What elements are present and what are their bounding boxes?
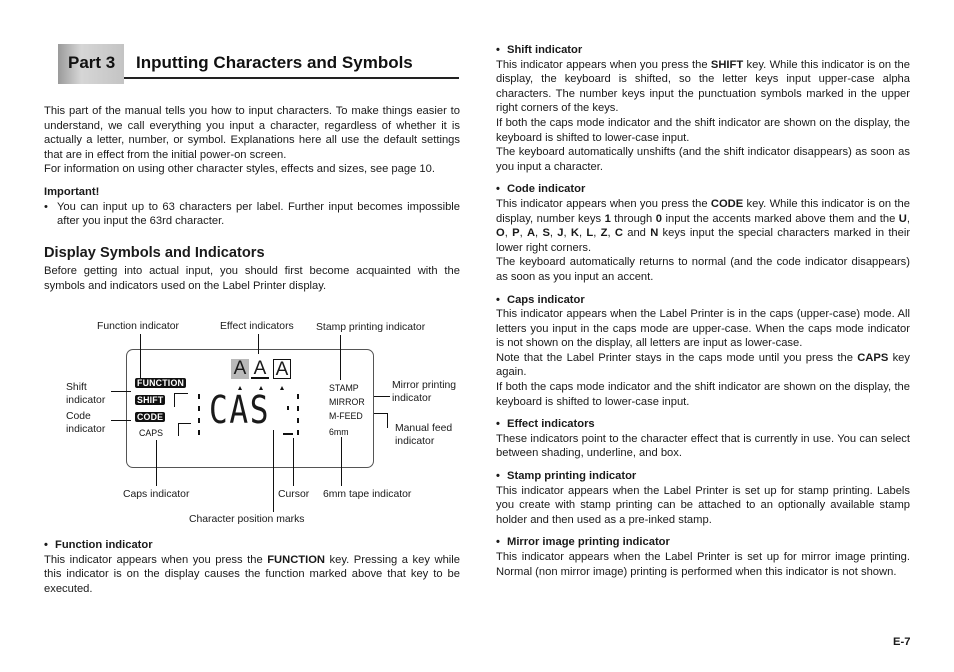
lcd-text: CAS bbox=[209, 388, 271, 432]
position-mark bbox=[297, 406, 299, 411]
bullet-shift-p3: The keyboard automatically unshifts (and the shift indicator disappears) as soon as you input a character. bbox=[496, 146, 910, 173]
leader-line bbox=[111, 391, 131, 392]
label-function-indicator: Function indicator bbox=[97, 321, 180, 332]
leader-line bbox=[140, 334, 141, 378]
leader-line bbox=[340, 335, 341, 380]
leader-line bbox=[156, 440, 157, 486]
bullet-caps-p3: If both the caps mode indicator and the shift indicator are shown on the display, the keyboard is shifted to lower-case input. bbox=[496, 381, 910, 408]
important-item bbox=[44, 200, 460, 229]
label-mirror-printing-indicator: Mirror printing indicator bbox=[392, 380, 457, 404]
label-tape-indicator: 6mm tape indicator bbox=[323, 489, 412, 500]
label-manual-feed-indicator: Manual feed indicator bbox=[395, 423, 453, 447]
important-text: You can input up to 63 characters per label. Further input becomes impossible after you input the 63rd character. bbox=[57, 200, 460, 228]
bullet-shift-p2: If both the caps mode indicator and the shift indicator are shown on the display, the keyboard is shifted to lower-case input. bbox=[496, 116, 910, 144]
bullet-caps-p2: Note that the Label Printer stays in the caps mode until you press the CAPS key again. bbox=[496, 351, 910, 379]
effect-box-char: A bbox=[273, 359, 291, 379]
important-heading: Important! bbox=[44, 185, 100, 198]
mirror-indicator: MIRROR bbox=[329, 397, 365, 407]
position-mark bbox=[198, 406, 200, 411]
cursor-dot bbox=[287, 406, 289, 410]
label-code-indicator: Code indicator bbox=[66, 411, 106, 435]
leader-line bbox=[374, 396, 390, 397]
bullet-stamp-p1: This indicator appears when the Label Printer is set up for stamp printing. Labels you create with stamp printing can be attached to an optionally available stamp holder and then used as a pre-inked stamp. bbox=[496, 484, 910, 526]
position-mark bbox=[297, 430, 299, 435]
leader-line bbox=[111, 420, 131, 421]
bullet-code-title: • Code indicator bbox=[496, 183, 586, 196]
bullet-function bbox=[44, 538, 460, 596]
stamp-indicator: STAMP bbox=[329, 383, 359, 393]
effect-pointer bbox=[280, 386, 284, 390]
label-stamp-printing-indicator: Stamp printing indicator bbox=[316, 322, 426, 333]
position-mark bbox=[297, 394, 299, 399]
bullet-code-p1: This indicator appears when you press the CODE key. While this indicator is on the display, number keys 1 through 0 input the accents marked above them and the U, O, P, A, S, J, K, L, Z, C and N keys input the special characters marked in their lower right corners. bbox=[496, 197, 911, 254]
effect-underline-char: A bbox=[251, 359, 269, 379]
cursor bbox=[283, 433, 293, 435]
intro-paragraph-reference: For information on using other character styles, effects and sizes, see page 10. bbox=[44, 163, 435, 176]
label-cursor: Cursor bbox=[278, 489, 310, 500]
function-tag: FUNCTION bbox=[137, 378, 185, 388]
bullet-dot: • bbox=[44, 200, 48, 213]
leader-line bbox=[174, 393, 175, 407]
leader-line bbox=[387, 413, 388, 428]
leader-line bbox=[293, 438, 294, 486]
section-heading: Display Symbols and Indicators bbox=[44, 245, 265, 261]
position-mark bbox=[297, 418, 299, 423]
mfeed-indicator: M-FEED bbox=[329, 411, 363, 421]
bullet-code-p2: The keyboard automatically returns to normal (and the code indicator disappears) as soon as you input an accent. bbox=[496, 256, 910, 283]
section-intro bbox=[44, 264, 460, 293]
page-title: Inputting Characters and Symbols bbox=[136, 53, 413, 72]
position-mark bbox=[198, 418, 200, 423]
label-caps-indicator: Caps indicator bbox=[123, 489, 190, 500]
intro-paragraph: This part of the manual tells you how to input characters. To make things easier to understand, we call everything you input a character, regardless of whether it is actually a letter, number, or symbol. Explanations here all use the default settings that are in effect from the initial power-on screen. bbox=[44, 105, 460, 161]
bullet-effect-p1: These indicators point to the character effect that is currently in use. You can select between shading, underline, and box. bbox=[496, 432, 910, 460]
lcd-display bbox=[126, 349, 374, 468]
bullet-function-title: • Function indicator bbox=[44, 539, 153, 551]
right-column bbox=[496, 43, 910, 579]
section-intro-text: Before getting into actual input, you should first become acquainted with the symbols and indicators used on the Label Printer display. bbox=[44, 265, 460, 292]
bullet-function-text: This indicator appears when you press the FUNCTION key. Pressing a key while this indicator is on the display causes the function marked above that key to be executed. bbox=[44, 553, 460, 595]
bullet-mirror-p1: This indicator appears when the Label Printer is set up for mirror image printing. Normal (non mirror image) printing is performed when this indicator is not shown. bbox=[496, 551, 910, 578]
part-label: Part 3 bbox=[68, 53, 116, 72]
label-shift-indicator: Shift indicator bbox=[66, 382, 106, 406]
code-tag: CODE bbox=[137, 412, 164, 422]
bullet-stamp-title: • Stamp printing indicator bbox=[496, 470, 637, 483]
leader-line bbox=[174, 393, 188, 394]
bullet-caps-title: • Caps indicator bbox=[496, 293, 585, 306]
position-mark bbox=[198, 394, 200, 399]
shift-tag: SHIFT bbox=[137, 395, 164, 405]
intro-block bbox=[44, 104, 460, 229]
caps-indicator: CAPS bbox=[139, 428, 163, 438]
position-mark bbox=[198, 430, 200, 435]
tape-indicator: 6mm bbox=[329, 427, 349, 437]
page-number: E-7 bbox=[893, 636, 911, 648]
bullet-effect-title: • Effect indicators bbox=[496, 418, 595, 431]
bullet-caps-p1: This indicator appears when the Label Printer is in the caps (upper-case) mode. All letters you input in the caps mode are upper-case. When the caps mode indicator is not shown on the display, all letters are input as lower-case. bbox=[496, 308, 910, 350]
effect-pointer bbox=[259, 386, 263, 390]
leader-line bbox=[273, 430, 274, 512]
leader-line bbox=[258, 334, 259, 354]
leader-line bbox=[178, 423, 179, 436]
bullet-mirror-title: • Mirror image printing indicator bbox=[496, 536, 670, 549]
leader-line bbox=[341, 437, 342, 486]
leader-line bbox=[374, 413, 388, 414]
bullet-shift-title: • Shift indicator bbox=[496, 44, 583, 56]
effect-pointer bbox=[238, 386, 242, 390]
label-effect-indicators: Effect indicators bbox=[220, 321, 294, 332]
title-rule bbox=[124, 77, 459, 79]
effect-shading-char: A bbox=[231, 359, 249, 379]
label-character-position-marks: Character position marks bbox=[189, 514, 305, 525]
leader-line bbox=[178, 423, 191, 424]
bullet-shift-p1: This indicator appears when you press the SHIFT key. While this indicator is on the display, the keyboard is shifted, so the letter keys input upper-case alpha characters. The number keys input the punctuation symbols marked in the upper right corners of the keys. bbox=[496, 58, 910, 115]
